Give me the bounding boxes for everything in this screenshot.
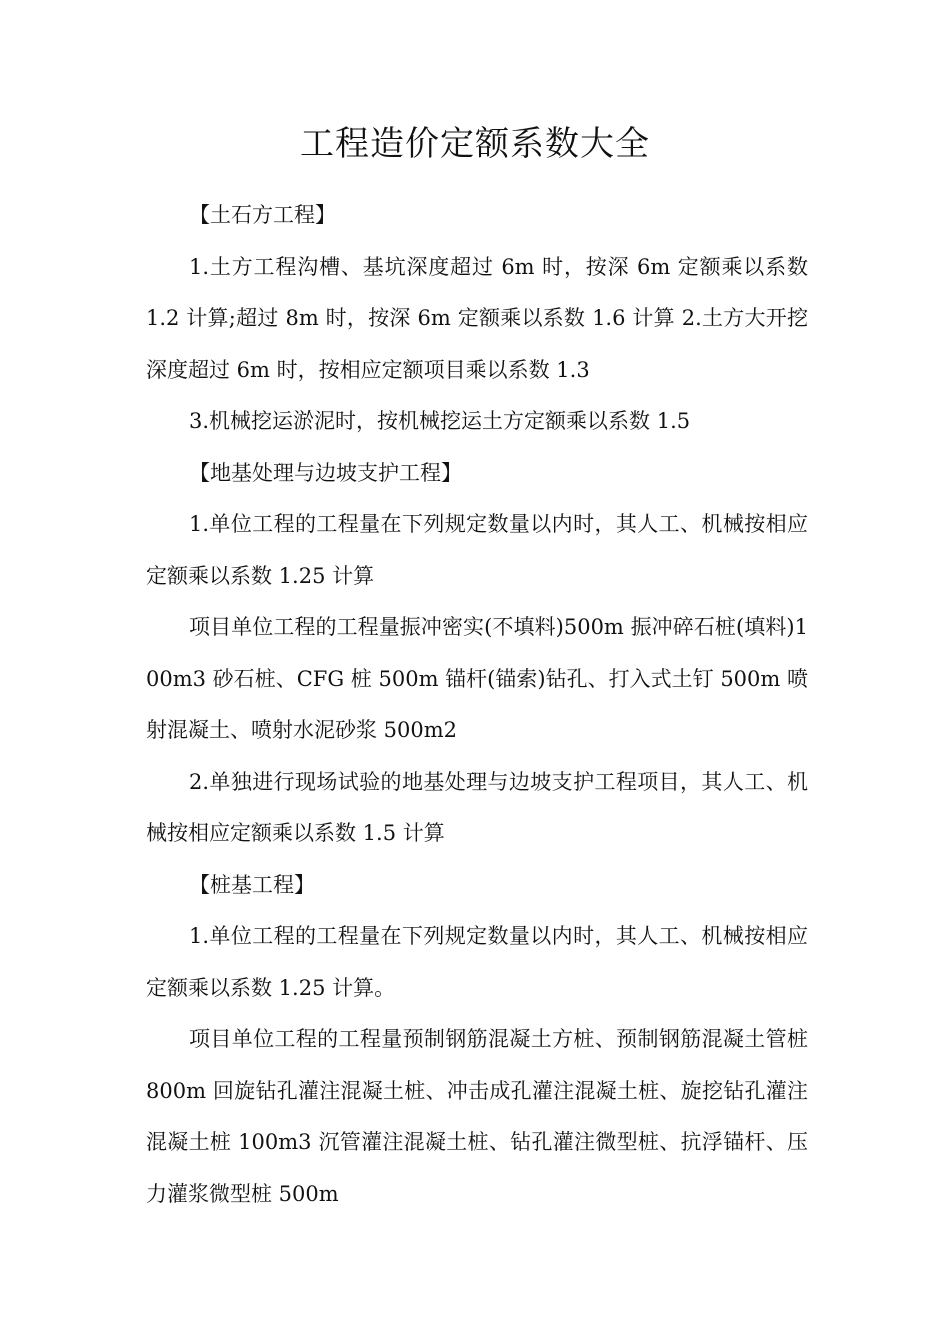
section-heading-foundation-treatment: 【地基处理与边坡支护工程】 [189,460,462,485]
paragraph: 1.单位工程的工程量在下列规定数量以内时，其人工、机械按相应定额乘以系数 1.25 计算 [146,512,808,588]
paragraph: 1.土方工程沟槽、基坑深度超过 6m 时，按深 6m 定额乘以系数 1.2 计算;超过 8m 时，按深 6m 定额乘以系数 1.6 计算 2.土方大开挖深度超过 6m 时，按相应定额项目乘以系数 1.3 [146,254,808,382]
paragraph: 项目单位工程的工程量预制钢筋混凝土方桩、预制钢筋混凝土管桩 800m 回旋钻孔灌注混凝土桩、冲击成孔灌注混凝土桩、旋挖钻孔灌注混凝土桩 100m3 沉管灌注混凝土桩、钻孔灌注微型桩、抗浮锚杆、压力灌浆微型桩 500m [146,1027,808,1206]
document-body [146,190,808,1220]
document-title: 工程造价定额系数大全 [300,124,650,164]
paragraph: 3.机械挖运淤泥时，按机械挖运土方定额乘以系数 1.5 [189,409,691,433]
section-heading-earthwork: 【土石方工程】 [189,203,336,227]
paragraph: 2.单独进行现场试验的地基处理与边坡支护工程项目，其人工、机械按相应定额乘以系数 1.5 计算 [146,769,808,845]
paragraph: 项目单位工程的工程量振冲密实(不填料)500m 振冲碎石桩(填料)100m3 砂石桩、CFG 桩 500m 锚杆(锚索)钻孔、打入式土钉 500m 喷射混凝土、喷射水泥砂浆 500m2 [146,615,808,742]
paragraph: 1.单位工程的工程量在下列规定数量以内时，其人工、机械按相应定额乘以系数 1.25 计算。 [146,924,808,1000]
section-heading-pile-foundation: 【桩基工程】 [189,872,315,897]
